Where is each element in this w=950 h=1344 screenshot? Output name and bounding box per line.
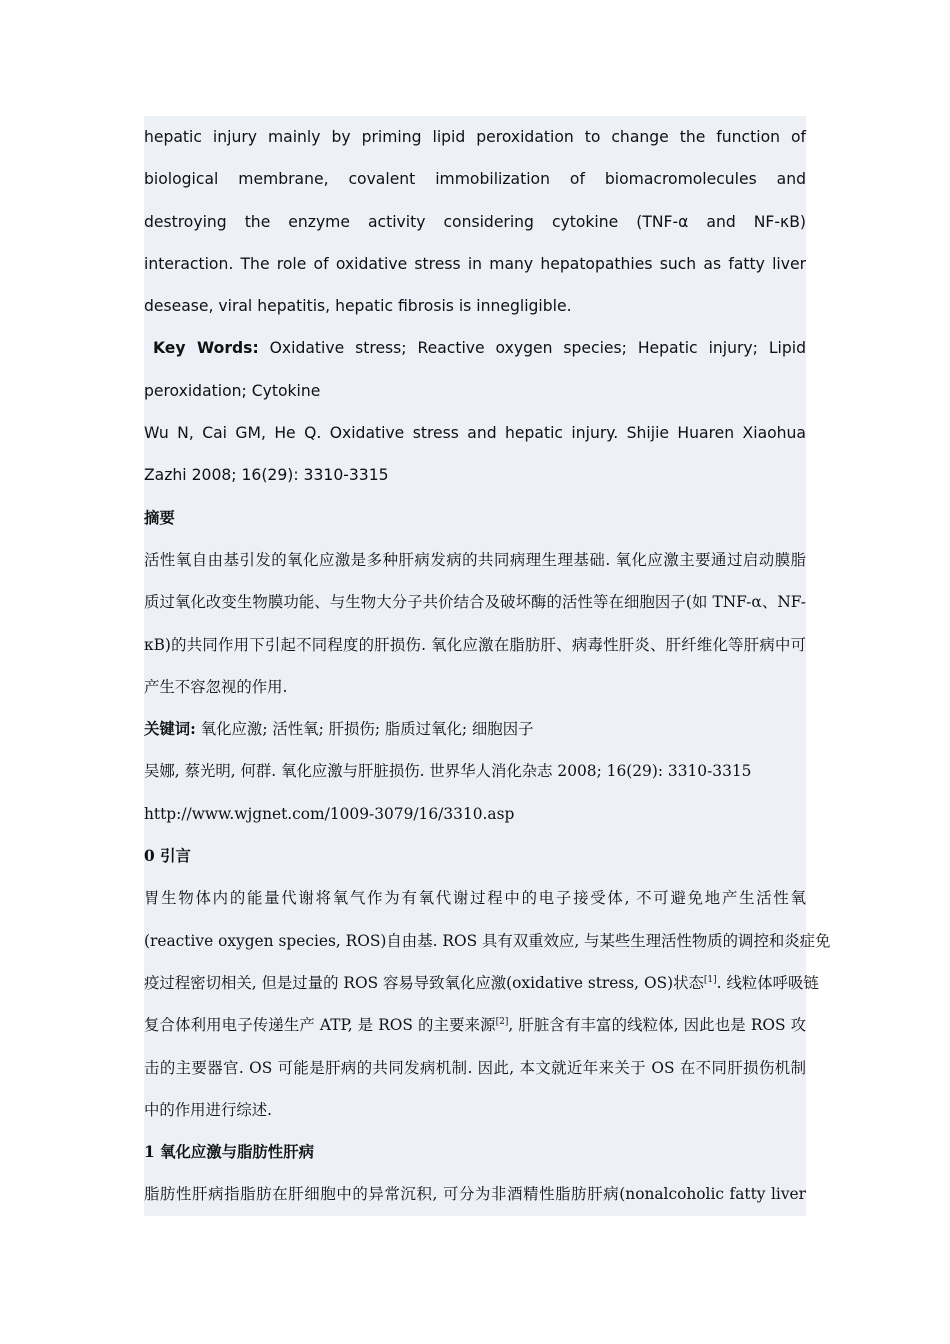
citation-en-line: Zazhi 2008; 16(29): 3310-3315 <box>144 466 389 485</box>
citation-url[interactable]: http://www.wjgnet.com/1009-3079/16/3310.asp <box>144 804 515 823</box>
keywords-en <box>144 327 806 369</box>
abstract-en-line: interaction. The role of oxidative stress in many hepatopathies such as fatty liver <box>144 254 806 273</box>
section-0-line: 击的主要器官. OS 可能是肝病的共同发病机制. 因此, 本文就近年来关于 OS 在不同肝损伤机制 <box>144 1058 806 1077</box>
abstract-en-line: destroying the enzyme activity considering cytokine (TNF-α and NF-κB) <box>144 212 806 231</box>
section-1-line: 脂肪性肝病指脂肪在肝细胞中的异常沉积, 可分为非酒精性脂肪肝病(nonalcoholic fatty liver <box>144 1185 806 1204</box>
abstract-zh-line: κB)的共同作用下引起不同程度的肝损伤. 氧化应激在脂肪肝、病毒性肝炎、肝纤维化等肝病中可 <box>144 635 806 654</box>
keywords-zh <box>144 708 806 750</box>
keywords-zh-text: 氧化应激; 活性氧; 肝损伤; 脂质过氧化; 细胞因子 <box>195 720 534 739</box>
section-0-text: , 肝脏含有丰富的线粒体, 因此也是 ROS 攻 <box>508 1016 806 1035</box>
abstract-zh-heading: 摘要 <box>144 508 175 527</box>
section-0-heading: 0 引言 <box>144 847 191 866</box>
abstract-en-line: desease, viral hepatitis, hepatic fibrosis is innegligible. <box>144 297 572 316</box>
section-0-text: 疫过程密切相关, 但是过量的 ROS 容易导致氧化应激(oxidative stress, OS)状态 <box>144 973 704 992</box>
keywords-en-text: Oxidative stress; Reactive oxygen species; Hepatic injury; Lipid <box>258 339 806 358</box>
section-0-line: 中的作用进行综述. <box>144 1100 273 1119</box>
reference-1[interactable]: [1] <box>703 974 717 985</box>
citation-zh-line: 吴娜, 蔡光明, 何群. 氧化应激与肝脏损伤. 世界华人消化杂志 2008; 16(29): 3310-3315 <box>144 762 752 781</box>
reference-2[interactable]: [2] <box>495 1017 509 1028</box>
keywords-zh-label: 关键词: <box>144 720 196 739</box>
section-0-line <box>144 1004 806 1046</box>
section-0-text: 复合体利用电子传递生产 ATP, 是 ROS 的主要来源 <box>144 1016 496 1035</box>
citation-en-line: Wu N, Cai GM, He Q. Oxidative stress and hepatic injury. Shijie Huaren Xiaohua <box>144 424 806 443</box>
keywords-en-cont: peroxidation; Cytokine <box>144 381 321 400</box>
keywords-en-label: Key Words: <box>153 339 259 358</box>
abstract-zh-line: 产生不容忽视的作用. <box>144 677 288 696</box>
abstract-en-line: hepatic injury mainly by priming lipid peroxidation to change the function of <box>144 128 806 146</box>
section-0-line <box>144 962 819 1004</box>
section-0-line: (reactive oxygen species, ROS)自由基. ROS 具有双重效应, 与某些生理活性物质的调控和炎症免 <box>144 931 831 950</box>
abstract-zh-line: 质过氧化改变生物膜功能、与生物大分子共价结合及破坏酶的活性等在细胞因子(如 TNF-α、NF- <box>144 593 806 612</box>
section-0-line: 胃生物体内的能量代谢将氧气作为有氧代谢过程中的电子接受体, 不可避免地产生活性氧 <box>144 889 806 908</box>
abstract-en-line: biological membrane, covalent immobilization of biomacromolecules and <box>144 170 806 189</box>
section-1-heading: 1 氧化应激与脂肪性肝病 <box>144 1143 314 1162</box>
section-0-text: . 线粒体呼吸链 <box>716 973 819 992</box>
document-page <box>144 116 831 1216</box>
abstract-zh-line: 活性氧自由基引发的氧化应激是多种肝病发病的共同病理生理基础. 氧化应激主要通过启动膜脂 <box>144 550 806 569</box>
